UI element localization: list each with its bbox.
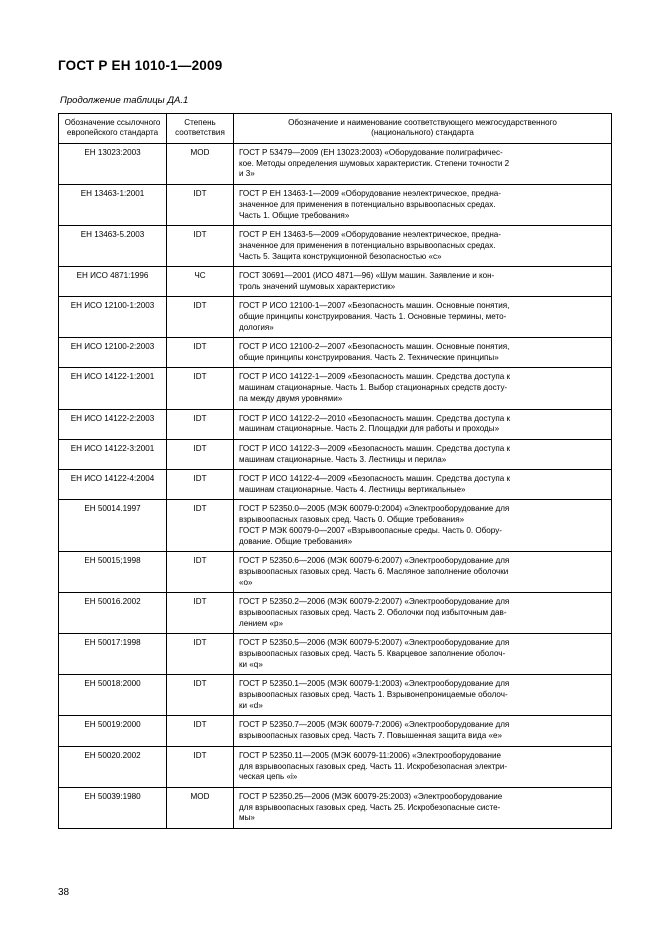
cell-national-standard-line: мы» [239, 813, 255, 823]
cell-national-standard [234, 716, 612, 746]
cell-degree-of-conformity: ЧС [167, 266, 234, 296]
column-header-national-line2: (национального) стандарта [371, 128, 474, 138]
cell-national-standard-line: ГОСТ Р ИСО 14122-3—2009 «Безопасность машин. Средства доступа к [239, 443, 511, 453]
cell-national-standard-line: взрывоопасных газовых сред. Часть 1. Взрывонепроницаемые оболоч- [239, 690, 508, 700]
cell-national-standard-line: ГОСТ Р ЕН 13463-5—2009 «Оборудование неэлектрическое, предна- [239, 229, 501, 239]
cell-national-standard-line: значенное для применения в потенциально взрывоопасных средах. [239, 240, 496, 250]
cell-national-standard-line: ГОСТ Р ИСО 12100-2—2007 «Безопасность машин. Основные понятия, [239, 342, 510, 352]
table-row [59, 225, 612, 266]
cell-national-standard-line: взрывоопасных газовых сред. Часть 0. Общие требования» [239, 515, 465, 525]
standards-table [58, 113, 612, 829]
cell-reference-standard: ЕН ИСО 14122-3:2001 [59, 439, 167, 469]
cell-national-standard-line: кое. Методы определения шумовых характеристик. Степени точности 2 [239, 158, 510, 168]
table-row [59, 593, 612, 634]
cell-national-standard-line: Часть 5. Защита конструкционной безопасностью «с» [239, 251, 442, 261]
cell-national-standard-line: для взрывоопасных газовых сред. Часть 11. Искробезопасная электри- [239, 761, 508, 771]
cell-reference-standard: ЕН 50020.2002 [59, 746, 167, 787]
cell-reference-standard: ЕН 50015;1998 [59, 552, 167, 593]
cell-national-standard-line: взрывоопасных газовых сред. Часть 6. Масляное заполнение оболочки [239, 567, 509, 576]
cell-degree-of-conformity: IDT [167, 184, 234, 225]
cell-national-standard [234, 746, 612, 787]
cell-national-standard-line: ГОСТ Р ИСО 14122-2—2010 «Безопасность машин. Средства доступа к [239, 413, 511, 423]
cell-degree-of-conformity: IDT [167, 409, 234, 439]
table-row [59, 368, 612, 409]
column-header-national [234, 114, 612, 144]
cell-national-standard-line: и 3» [239, 169, 255, 179]
cell-national-standard-line: дование. Общие требования» [239, 536, 353, 546]
cell-reference-standard: ЕН 50019:2000 [59, 716, 167, 746]
table-header [59, 114, 612, 144]
cell-national-standard-line: ки «d» [239, 701, 263, 711]
cell-national-standard [234, 297, 612, 338]
cell-national-standard-line: ГОСТ Р ИСО 14122-1—2009 «Безопасность машин. Средства доступа к [239, 372, 511, 382]
cell-national-standard-line: машинам стационарные. Часть 3. Лестницы и перила» [239, 454, 447, 464]
cell-national-standard [234, 675, 612, 716]
table-row [59, 787, 612, 828]
cell-national-standard [234, 469, 612, 499]
cell-national-standard-line: ГОСТ Р 52350.7—2005 (МЭК 60079-7:2006) «Электрооборудование для [239, 720, 510, 730]
cell-reference-standard: ЕН 13463-5.2003 [59, 225, 167, 266]
cell-national-standard-line: ГОСТ Р ЕН 13463-1—2009 «Оборудование неэлектрическое, предна- [239, 188, 501, 198]
cell-national-standard [234, 634, 612, 675]
cell-national-standard-line: ГОСТ Р 52350.1—2005 (МЭК 60079-1:2003) «Электрооборудование для [239, 679, 510, 689]
cell-reference-standard: ЕН 50016.2002 [59, 593, 167, 634]
column-header-reference-line1: Обозначение ссылочного [64, 118, 161, 127]
cell-national-standard-line: взрывоопасных газовых сред. Часть 7. Повышенная защита вида «е» [239, 731, 502, 741]
cell-national-standard-line: ГОСТ Р МЭК 60079-0—2007 «Взрывоопасные среды. Часть 0. Обору- [239, 525, 502, 535]
cell-national-standard-line: взрывоопасных газовых сред. Часть 5. Кварцевое заполнение оболоч- [239, 649, 506, 659]
cell-national-standard [234, 338, 612, 368]
page-number: 38 [58, 887, 70, 898]
cell-national-standard-line: дология» [239, 322, 274, 332]
cell-national-standard-line: ГОСТ Р 52350.6—2006 (МЭК 60079-6:2007) «Электрооборудование для [239, 556, 510, 566]
cell-reference-standard: ЕН 50014.1997 [59, 500, 167, 552]
column-header-degree [167, 114, 234, 144]
cell-national-standard-line: значенное для применения в потенциально взрывоопасных средах. [239, 199, 496, 209]
cell-degree-of-conformity: IDT [167, 368, 234, 409]
cell-national-standard [234, 552, 612, 593]
table-row [59, 439, 612, 469]
cell-national-standard-line: лением «р» [239, 618, 284, 628]
cell-reference-standard: ЕН ИСО 14122-1:2001 [59, 368, 167, 409]
column-header-degree-line1: Степень [184, 118, 216, 127]
cell-national-standard-line: ческая цепь «i» [239, 772, 298, 782]
table-row [59, 634, 612, 675]
cell-reference-standard: ЕН ИСО 12100-1:2003 [59, 297, 167, 338]
table-body [59, 143, 612, 828]
cell-national-standard-line: «о» [239, 577, 253, 587]
cell-degree-of-conformity: MOD [167, 143, 234, 184]
cell-reference-standard: ЕН 13023:2003 [59, 143, 167, 184]
table-caption: Продолжение таблицы ДА.1 [60, 95, 189, 106]
cell-national-standard-line: ГОСТ Р ИСО 12100-1—2007 «Безопасность машин. Основные понятия, [239, 301, 510, 311]
cell-national-standard-line: ки «q» [239, 660, 263, 670]
table-row [59, 469, 612, 499]
cell-degree-of-conformity: IDT [167, 746, 234, 787]
cell-degree-of-conformity: IDT [167, 338, 234, 368]
table-row [59, 500, 612, 552]
cell-national-standard [234, 266, 612, 296]
table-row [59, 297, 612, 338]
cell-degree-of-conformity: IDT [167, 439, 234, 469]
cell-reference-standard: ЕН ИСО 14122-4:2004 [59, 469, 167, 499]
column-header-reference-line2: европейского стандарта [66, 128, 159, 138]
cell-national-standard-line: троль значений шумовых характеристик» [239, 281, 396, 291]
table-row [59, 143, 612, 184]
cell-national-standard [234, 409, 612, 439]
cell-degree-of-conformity: MOD [167, 787, 234, 828]
cell-degree-of-conformity: IDT [167, 593, 234, 634]
cell-national-standard-line: ГОСТ Р ИСО 14122-4—2009 «Безопасность машин. Средства доступа к [239, 473, 511, 483]
cell-degree-of-conformity: IDT [167, 552, 234, 593]
table-row [59, 338, 612, 368]
cell-reference-standard: ЕН ИСО 12100-2:2003 [59, 338, 167, 368]
column-header-national-line1: Обозначение и наименование соответствующего межгосударственного [288, 118, 557, 127]
table-header-row [59, 114, 612, 144]
cell-national-standard-line: ГОСТ Р 53479—2009 (ЕН 13023:2003) «Оборудование полиграфичес- [239, 147, 503, 157]
cell-national-standard-line: машинам стационарные. Часть 2. Площадки для работы и проходы» [239, 424, 500, 434]
table-row [59, 675, 612, 716]
cell-degree-of-conformity: IDT [167, 225, 234, 266]
cell-degree-of-conformity: IDT [167, 500, 234, 552]
cell-reference-standard: ЕН 50018:2000 [59, 675, 167, 716]
cell-national-standard [234, 439, 612, 469]
cell-national-standard [234, 593, 612, 634]
cell-national-standard [234, 500, 612, 552]
cell-degree-of-conformity: IDT [167, 634, 234, 675]
cell-national-standard [234, 143, 612, 184]
cell-reference-standard: ЕН 50017:1998 [59, 634, 167, 675]
cell-national-standard-line: па между двумя уровнями» [239, 394, 343, 404]
cell-national-standard-line: ГОСТ Р 52350.25—2006 (МЭК 60079-25:2003) «Электрооборудование [239, 791, 503, 801]
cell-national-standard-line: для взрывоопасных газовых сред. Часть 25. Искробезопасные систе- [239, 802, 501, 812]
column-header-reference [59, 114, 167, 144]
column-header-degree-line2: соответствия [175, 128, 225, 138]
cell-national-standard [234, 368, 612, 409]
cell-reference-standard: ЕН ИСО 4871:1996 [59, 266, 167, 296]
table-row [59, 716, 612, 746]
cell-national-standard-line: Часть 1. Общие требования» [239, 210, 350, 220]
cell-degree-of-conformity: IDT [167, 675, 234, 716]
cell-national-standard-line: ГОСТ Р 52350.0—2005 (МЭК 60079-0:2004) «Электрооборудование для [239, 504, 510, 514]
cell-national-standard-line: ГОСТ 30691—2001 (ИСО 4871—96) «Шум машин. Заявление и кон- [239, 270, 495, 280]
cell-degree-of-conformity: IDT [167, 297, 234, 338]
table-row [59, 266, 612, 296]
cell-reference-standard: ЕН 50039:1980 [59, 787, 167, 828]
cell-national-standard-line: ГОСТ Р 52350.11—2005 (МЭК 60079-11:2006) «Электрооборудование [239, 750, 502, 760]
table-row [59, 746, 612, 787]
cell-degree-of-conformity: IDT [167, 716, 234, 746]
page-title: ГОСТ Р ЕН 1010-1—2009 [58, 58, 223, 73]
cell-national-standard [234, 184, 612, 225]
cell-national-standard-line: машинам стационарные. Часть 4. Лестницы вертикальные» [239, 484, 466, 494]
cell-national-standard-line: общие принципы конструирования. Часть 2. Технические принципы» [239, 353, 499, 363]
cell-national-standard-line: ГОСТ Р 52350.5—2006 (МЭК 60079-5:2007) «Электрооборудование для [239, 638, 510, 648]
table-row [59, 552, 612, 593]
cell-national-standard [234, 225, 612, 266]
cell-reference-standard: ЕН 13463-1:2001 [59, 184, 167, 225]
cell-national-standard-line: машинам стационарные. Часть 1. Выбор стационарных средств досту- [239, 383, 508, 393]
cell-national-standard-line: общие принципы конструирования. Часть 1. Основные термины, мето- [239, 312, 507, 322]
table-row [59, 409, 612, 439]
cell-reference-standard: ЕН ИСО 14122-2:2003 [59, 409, 167, 439]
cell-national-standard [234, 787, 612, 828]
cell-national-standard-line: взрывоопасных газовых сред. Часть 2. Оболочки под избыточным дав- [239, 608, 507, 618]
cell-national-standard-line: ГОСТ Р 52350.2—2006 (МЭК 60079-2:2007) «Электрооборудование для [239, 597, 510, 607]
table-row [59, 184, 612, 225]
cell-degree-of-conformity: IDT [167, 469, 234, 499]
